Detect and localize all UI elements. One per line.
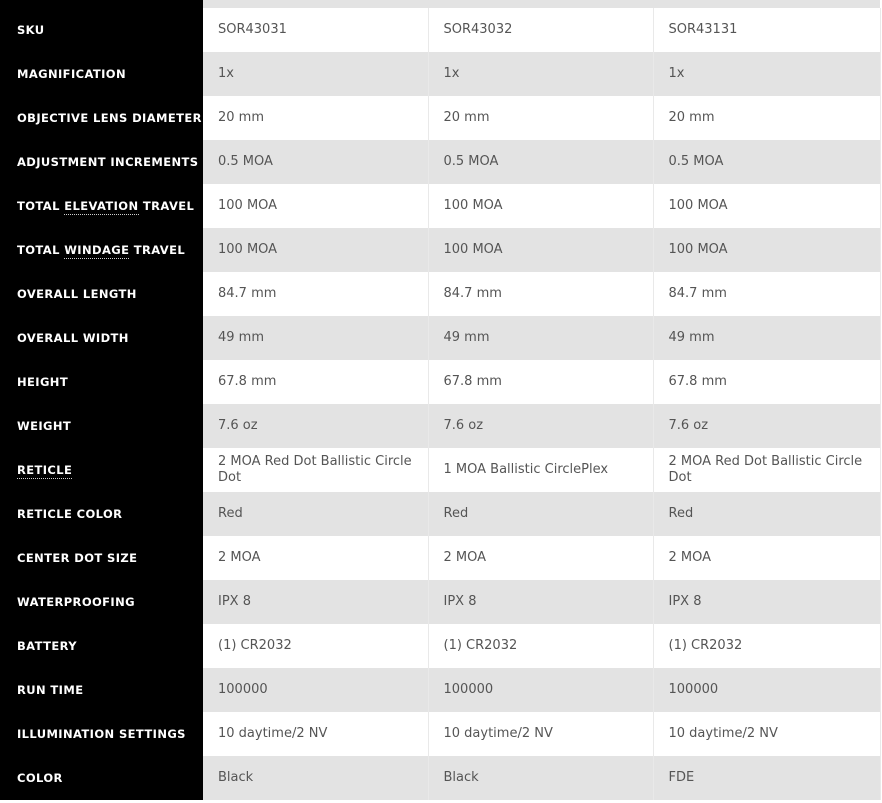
spec-value: IPX 8	[653, 580, 880, 624]
spec-label: BATTERY	[0, 624, 203, 668]
spec-row-objective-lens-diameter	[0, 96, 880, 140]
spec-label: RUN TIME	[0, 668, 203, 712]
spec-value: 100000	[653, 668, 880, 712]
spec-row-overall-length	[0, 272, 880, 316]
spec-label: COLOR	[0, 756, 203, 800]
spec-value: 67.8 mm	[428, 360, 653, 404]
spec-value: 7.6 oz	[653, 404, 880, 448]
spec-value: 49 mm	[203, 316, 428, 360]
spec-value: 1x	[203, 52, 428, 96]
spec-value: IPX 8	[428, 580, 653, 624]
spec-value: 10 daytime/2 NV	[653, 712, 880, 756]
spec-label	[0, 184, 203, 228]
spec-row-center-dot-size	[0, 536, 880, 580]
spec-value: (1) CR2032	[203, 624, 428, 668]
windage-glossary-link[interactable]: WINDAGE	[64, 243, 130, 257]
spec-value: Red	[653, 492, 880, 536]
spec-value: 10 daytime/2 NV	[428, 712, 653, 756]
spec-value: 1x	[428, 52, 653, 96]
spec-value: FDE	[653, 756, 880, 800]
spec-label: WEIGHT	[0, 404, 203, 448]
spec-row-run-time	[0, 668, 880, 712]
spec-value: 100 MOA	[203, 184, 428, 228]
spec-label: HEIGHT	[0, 360, 203, 404]
spec-value: (1) CR2032	[428, 624, 653, 668]
spec-value: 84.7 mm	[203, 272, 428, 316]
spec-value: 0.5 MOA	[428, 140, 653, 184]
top-strip-label-area	[0, 0, 203, 8]
spec-label: RETICLE COLOR	[0, 492, 203, 536]
spec-value: 100000	[428, 668, 653, 712]
spec-row-overall-width	[0, 316, 880, 360]
spec-value: Black	[203, 756, 428, 800]
spec-value: 100 MOA	[653, 184, 880, 228]
spec-value: 2 MOA	[653, 536, 880, 580]
spec-label: OVERALL LENGTH	[0, 272, 203, 316]
spec-value: Red	[428, 492, 653, 536]
spec-value: 20 mm	[203, 96, 428, 140]
spec-label	[0, 228, 203, 272]
top-strip	[0, 0, 880, 8]
spec-label: WATERPROOFING	[0, 580, 203, 624]
spec-value: 2 MOA	[428, 536, 653, 580]
spec-value: 2 MOA Red Dot Ballistic Circle Dot	[203, 448, 428, 492]
spec-value: 100 MOA	[428, 228, 653, 272]
spec-value: 10 daytime/2 NV	[203, 712, 428, 756]
spec-value: Black	[428, 756, 653, 800]
spec-row-sku	[0, 8, 880, 52]
spec-value: 1 MOA Ballistic CirclePlex	[428, 448, 653, 492]
spec-row-total-elevation-travel	[0, 184, 880, 228]
spec-row-illumination-settings	[0, 712, 880, 756]
elevation-glossary-link[interactable]: ELEVATION	[64, 199, 139, 213]
reticle-glossary-link[interactable]: RETICLE	[17, 463, 73, 477]
spec-value: 100 MOA	[203, 228, 428, 272]
spec-value: Red	[203, 492, 428, 536]
spec-value: 1x	[653, 52, 880, 96]
spec-value: 49 mm	[653, 316, 880, 360]
spec-row-total-windage-travel	[0, 228, 880, 272]
spec-value: 20 mm	[653, 96, 880, 140]
spec-row-waterproofing	[0, 580, 880, 624]
spec-label: SKU	[0, 8, 203, 52]
spec-value: 7.6 oz	[203, 404, 428, 448]
spec-value: 67.8 mm	[653, 360, 880, 404]
spec-label: CENTER DOT SIZE	[0, 536, 203, 580]
spec-row-color	[0, 756, 880, 800]
spec-label-prefix: TOTAL	[17, 243, 65, 257]
spec-value: 100000	[203, 668, 428, 712]
spec-label: ADJUSTMENT INCREMENTS	[0, 140, 203, 184]
spec-value: IPX 8	[203, 580, 428, 624]
spec-value: 84.7 mm	[653, 272, 880, 316]
spec-row-magnification	[0, 52, 880, 96]
spec-value: 7.6 oz	[428, 404, 653, 448]
spec-value: SOR43131	[653, 8, 880, 52]
spec-label: ILLUMINATION SETTINGS	[0, 712, 203, 756]
spec-value: 0.5 MOA	[203, 140, 428, 184]
spec-row-adjustment-increments	[0, 140, 880, 184]
spec-value: 84.7 mm	[428, 272, 653, 316]
spec-value: 0.5 MOA	[653, 140, 880, 184]
spec-row-battery	[0, 624, 880, 668]
spec-value: 2 MOA	[203, 536, 428, 580]
spec-value: 49 mm	[428, 316, 653, 360]
spec-label-suffix: TRAVEL	[129, 243, 186, 257]
spec-row-weight	[0, 404, 880, 448]
spec-label: OVERALL WIDTH	[0, 316, 203, 360]
spec-value: 100 MOA	[428, 184, 653, 228]
spec-value: SOR43032	[428, 8, 653, 52]
spec-label-prefix: TOTAL	[17, 199, 65, 213]
specs-table	[0, 8, 881, 800]
spec-value: 2 MOA Red Dot Ballistic Circle Dot	[653, 448, 880, 492]
spec-row-reticle-color	[0, 492, 880, 536]
spec-row-height	[0, 360, 880, 404]
spec-label	[0, 448, 203, 492]
spec-value: 100 MOA	[653, 228, 880, 272]
spec-value: (1) CR2032	[653, 624, 880, 668]
spec-value: SOR43031	[203, 8, 428, 52]
spec-label: MAGNIFICATION	[0, 52, 203, 96]
spec-label-suffix: TRAVEL	[138, 199, 195, 213]
spec-value: 67.8 mm	[203, 360, 428, 404]
spec-value: 20 mm	[428, 96, 653, 140]
spec-row-reticle	[0, 448, 880, 492]
spec-label: OBJECTIVE LENS DIAMETER	[0, 96, 203, 140]
